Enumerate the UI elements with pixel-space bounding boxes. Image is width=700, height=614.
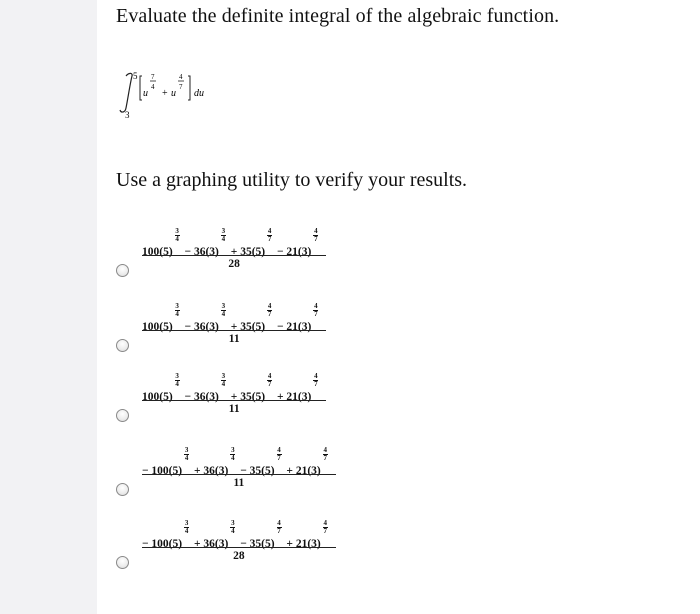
- numerator-term-3: + 35(5): [227, 391, 266, 403]
- term2-base: u: [171, 88, 176, 99]
- answer-option-5[interactable]: [116, 520, 386, 576]
- exponent-numerator: 4: [314, 227, 318, 235]
- exponent-denominator: 4: [221, 380, 226, 388]
- exponent-fraction: [321, 446, 330, 471]
- exponent-numerator: 3: [221, 227, 226, 235]
- numerator-term-4: − 21(3): [274, 321, 312, 333]
- exponent-numerator: 3: [184, 446, 189, 454]
- exponent-denominator: 7: [277, 454, 281, 462]
- integral-svg: [116, 70, 246, 120]
- exponent-denominator: 4: [221, 310, 226, 318]
- answer-option-3[interactable]: [116, 373, 386, 429]
- exponent-numerator: 3: [184, 519, 189, 527]
- exponent-numerator: 3: [175, 372, 179, 380]
- numerator-term-2: − 36(3): [181, 246, 219, 258]
- denominator: 28: [228, 258, 240, 270]
- denominator: 11: [228, 333, 240, 345]
- denominator: 28: [233, 550, 245, 562]
- exponent-denominator: 7: [323, 527, 327, 535]
- exponent-numerator: 4: [314, 372, 318, 380]
- numerator-term-4: + 21(3): [283, 465, 321, 477]
- plus-sign: +: [162, 88, 168, 99]
- exponent-denominator: 7: [314, 235, 318, 243]
- exponent-numerator: 3: [221, 302, 226, 310]
- numerator-term-2: + 36(3): [191, 538, 229, 550]
- integral-expression: [116, 70, 246, 120]
- exponent-fraction: [311, 372, 320, 397]
- radio-button[interactable]: [116, 556, 129, 569]
- numerator-term-4: − 21(3): [274, 246, 312, 258]
- exponent-numerator: 4: [267, 372, 272, 380]
- numerator-term-2: − 36(3): [181, 321, 219, 333]
- numerator-term-3: + 35(5): [227, 246, 266, 258]
- upper-limit: 5: [133, 71, 138, 81]
- exponent-denominator: 4: [184, 527, 189, 535]
- numerator-term-1: − 100(5): [142, 538, 183, 550]
- term1-exp-num: 7: [151, 73, 155, 81]
- exponent-denominator: 4: [175, 380, 179, 388]
- exponent-numerator: 3: [231, 446, 235, 454]
- numerator-term-4: + 21(3): [283, 538, 321, 550]
- exponent-numerator: 3: [231, 519, 235, 527]
- exponent-fraction: [311, 302, 320, 327]
- exponent-fraction: [219, 302, 228, 327]
- left-paren: [140, 76, 142, 100]
- numerator-term-2: − 36(3): [181, 391, 219, 403]
- numerator-term-3: − 35(5): [237, 465, 275, 477]
- radio-button[interactable]: [116, 409, 129, 422]
- exponent-denominator: 7: [277, 527, 281, 535]
- exponent-fraction: [275, 519, 284, 544]
- term1-exp-den: 4: [151, 83, 155, 91]
- exponent-fraction: [265, 227, 274, 252]
- lower-limit: 3: [125, 110, 130, 120]
- radio-button[interactable]: [116, 264, 129, 277]
- exponent-denominator: 7: [267, 310, 272, 318]
- radio-button[interactable]: [116, 483, 129, 496]
- exponent-fraction: [219, 372, 228, 397]
- fraction-bar: [142, 474, 336, 475]
- exponent-denominator: 4: [184, 454, 189, 462]
- exponent-fraction: [228, 519, 237, 544]
- term2-exp-den: 7: [179, 83, 183, 91]
- exponent-numerator: 3: [175, 227, 179, 235]
- answer-option-1[interactable]: [116, 228, 386, 284]
- exponent-denominator: 7: [314, 380, 318, 388]
- exponent-fraction: [182, 446, 191, 471]
- numerator-term-1: 100(5): [142, 246, 173, 258]
- exponent-denominator: 7: [323, 454, 327, 462]
- integral-sign-icon: [120, 73, 132, 112]
- exponent-numerator: 4: [267, 227, 272, 235]
- numerator-term-2: + 36(3): [191, 465, 229, 477]
- exponent-numerator: 4: [314, 302, 318, 310]
- exponent-denominator: 4: [231, 454, 235, 462]
- exponent-numerator: 4: [277, 519, 281, 527]
- exponent-fraction: [275, 446, 284, 471]
- answer-option-4[interactable]: [116, 447, 386, 503]
- left-margin-band: [0, 0, 97, 614]
- exponent-fraction: [173, 372, 182, 397]
- exponent-denominator: 4: [175, 235, 179, 243]
- exponent-fraction: [265, 302, 274, 327]
- numerator-term-1: 100(5): [142, 391, 173, 403]
- exponent-numerator: 4: [323, 519, 327, 527]
- exponent-fraction: [228, 446, 237, 471]
- fraction-bar: [142, 330, 326, 331]
- exponent-numerator: 4: [267, 302, 272, 310]
- exponent-numerator: 3: [175, 302, 179, 310]
- question-text: Evaluate the definite integral of the algebraic function.: [116, 5, 560, 27]
- exponent-numerator: 4: [323, 446, 327, 454]
- denominator: 11: [233, 477, 245, 489]
- fraction-bar: [142, 255, 326, 256]
- exponent-numerator: 4: [277, 446, 281, 454]
- fraction-bar: [142, 400, 326, 401]
- numerator-term-1: 100(5): [142, 321, 173, 333]
- denominator: 11: [228, 403, 240, 415]
- exponent-denominator: 7: [314, 310, 318, 318]
- numerator-term-1: − 100(5): [142, 465, 183, 477]
- exponent-numerator: 3: [221, 372, 226, 380]
- exponent-fraction: [173, 302, 182, 327]
- exponent-fraction: [219, 227, 228, 252]
- instruction-text: Use a graphing utility to verify your results.: [116, 169, 468, 191]
- right-paren: [188, 76, 190, 100]
- exponent-denominator: 7: [267, 380, 272, 388]
- answer-option-2[interactable]: [116, 303, 386, 359]
- exponent-denominator: 4: [221, 235, 226, 243]
- exponent-denominator: 4: [231, 527, 235, 535]
- exponent-denominator: 7: [267, 235, 272, 243]
- exponent-fraction: [321, 519, 330, 544]
- radio-button[interactable]: [116, 339, 129, 352]
- term1-base: u: [143, 88, 148, 99]
- term2-exp-num: 4: [179, 73, 183, 81]
- exponent-fraction: [173, 227, 182, 252]
- numerator-term-3: − 35(5): [237, 538, 275, 550]
- fraction-bar: [142, 547, 336, 548]
- exponent-fraction: [182, 519, 191, 544]
- numerator-term-4: + 21(3): [274, 391, 312, 403]
- exponent-fraction: [311, 227, 320, 252]
- exponent-denominator: 4: [175, 310, 179, 318]
- differential: du: [194, 88, 204, 99]
- exponent-fraction: [265, 372, 274, 397]
- numerator-term-3: + 35(5): [227, 321, 266, 333]
